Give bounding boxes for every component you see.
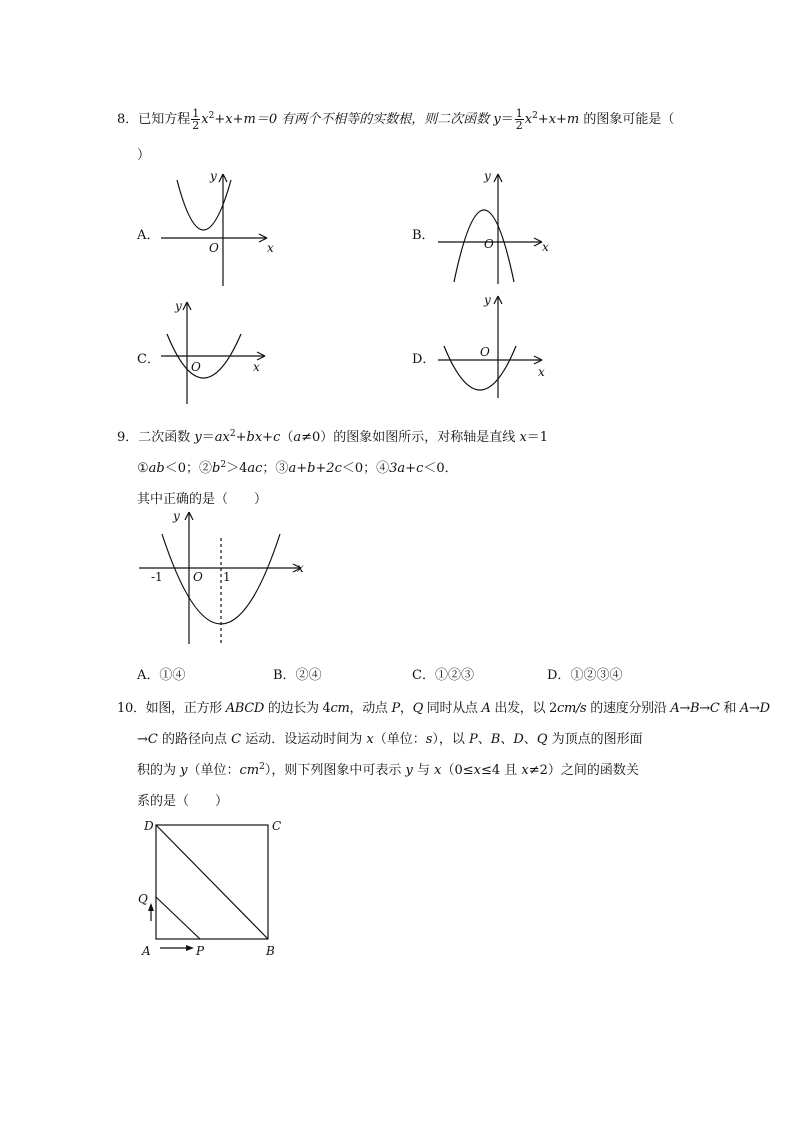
q10-l1o: → [679,701,690,716]
q10-l3g: 与 [412,763,435,778]
q10-l2n: D [513,732,524,747]
q9-answer-d [547,664,622,683]
q10-l3d: cm [239,763,260,778]
q8-option-c-graph [155,296,285,411]
q8-b-origin-label: O [484,237,494,251]
q9-prompt: 其中正确的是（ ） [137,492,268,507]
q10-line4: 系的是（ ） [137,794,229,809]
q9-text-2: y [194,430,202,445]
q9-text-6: （ [280,430,294,445]
q10-l2d: C [231,732,242,747]
q10-l2o: 、 [523,732,537,747]
q9-tick-neg1: -1 [151,570,163,584]
q10-l2c: 的路径向点 [157,732,232,747]
q9-statement-1: ab [148,461,165,476]
q10-l1t: A [739,701,749,716]
q9-answer-a-label: A． [137,668,160,683]
q10-l1e: ，动点 [349,701,392,716]
q8-b-y-label: y [484,169,491,183]
q9-text-10: ＝1 [526,430,549,445]
q8-text-6: x [524,112,533,127]
q8-d-y-label: y [484,293,491,307]
q8-option-d-graph [432,290,572,405]
q9-y-label: y [173,509,180,523]
q10-l3k: ≤4 且 [480,763,522,778]
q8-fraction-den: 2 [192,119,200,132]
q9-answer-d-label: D． [547,668,571,683]
q8-fraction2-num: 1 [515,107,523,120]
q10-l2e: 运动．设运动时间为 [241,732,367,747]
q10-l2m: 、 [500,732,514,747]
q10-l2j: P [469,732,478,747]
q10-l1u: → [748,701,760,716]
q10-l3h: x [434,763,442,778]
q9-text-9: x [519,430,527,445]
q8-text-3: +x+m＝0 有两个不相等的实数根，则二次函数 [214,112,494,127]
q9-x-label: x [297,561,304,575]
q8-sup-1: 2 [208,111,215,121]
q8-option-b-label: B． [412,228,435,243]
q10-diagonal-db [156,825,268,939]
q9-statement-2-rest: ＞4 [226,461,248,476]
q8-a-x-label: x [267,241,274,255]
q8-c-origin-label: O [191,360,201,374]
q10-line2 [137,728,643,747]
q10-l2g: （单位： [373,732,426,747]
q9-statement-2-end: ； [262,461,276,476]
q8-fraction-2 [515,108,524,131]
q10-l1v: D [759,701,770,716]
q10-line1 [117,697,770,716]
q10-l3e: ），则下列图象中可表示 [264,763,406,778]
q8-a-origin-label: O [209,241,219,255]
q9-statement-1-rest: ＜0； [164,461,200,476]
q10-l3d-sup: 2 [259,762,265,772]
q10-l3b: y [180,763,188,778]
q9-statement-4-rest: ＜0． [423,461,458,476]
q8-a-y-label: y [210,169,217,183]
q9-line1 [117,426,548,445]
q10-label-c: C [272,819,282,833]
q10-segment-qp [156,897,200,939]
q10-l1m: 的速度分别沿 [586,701,671,716]
q9-answer-b [273,664,322,683]
q9-statement-3-mark: ③ [275,461,289,476]
q10-l2l: B [490,732,501,747]
q10-l1q: → [699,701,710,716]
q9-answer-d-value: ①②③④ [570,668,623,683]
q8-line1 [117,108,674,131]
q10-l2q: 为顶点的图形面 [547,732,643,747]
q10-l1g: ， [399,701,413,716]
q10-label-b: B [266,944,275,958]
q9-answer-b-value: ②④ [295,668,322,683]
q8-c-y-label: y [175,299,182,313]
q9-text-8: ≠0）的图象如图所示，对称轴是直线 [301,430,520,445]
q9-answer-c [412,664,474,683]
q10-l1j: A [481,701,491,716]
q9-statements [137,457,458,476]
q9-statement-2-ac: ac [247,461,263,476]
q8-number: 8． [117,112,139,127]
q9-text-7: a [293,430,302,445]
q8-b-x-label: x [542,240,549,254]
q10-l2h: s [425,732,433,747]
q8-c-x-label: x [253,360,260,374]
q8-option-d-label: D． [412,352,436,367]
q9-origin-label: O [193,570,203,584]
q8-option-a-label: A． [137,228,160,243]
q10-l2i: ），以 [432,732,470,747]
q10-l3a: 积的为 [137,763,181,778]
q10-l3m: ≠2）之间的函数关 [528,763,639,778]
q8-text-8: 的图象可能是（ [579,112,675,127]
q10-l1p: B [690,701,700,716]
q10-label-a: A [142,944,151,958]
q8-option-b-graph [432,168,572,293]
q10-l1k: 出发，以 2 [490,701,557,716]
q9-statement-2-mark: ② [199,461,213,476]
q10-number: 10． [117,701,146,716]
q10-l2a: → [137,732,148,747]
q10-line3 [137,759,639,778]
q9-text-5: +bx+c [235,430,281,445]
q9-text-3: ＝ [201,430,215,445]
q8-text-7: +x+m [537,112,580,127]
q10-l1n: A [670,701,680,716]
q9-answer-a-value: ①④ [159,668,186,683]
q8-d-x-label: x [538,365,545,379]
q8-sup-2: 2 [532,111,538,121]
q9-statement-4: 3a+c [389,461,424,476]
q10-l1s: 和 [719,701,740,716]
q9-answer-a [137,664,185,683]
q10-square-figure [138,815,298,965]
q9-answer-b-label: B． [273,668,296,683]
q8-option-a-graph [155,168,285,293]
q8-text-1: 已知方程 [138,112,191,127]
q10-label-d: D [144,819,154,833]
q10-l1a: 如图，正方形 [145,701,226,716]
q9-graph [135,508,315,653]
q9-sup-1: 2 [229,429,236,439]
q10-l1d: cm [330,701,350,716]
q9-text-1: 二次函数 [138,430,195,445]
q9-statement-3-rest: ＜0； [341,461,377,476]
q8-text-5: ＝ [500,112,514,127]
q8-fraction2-den: 2 [515,119,523,132]
q10-l1r: C [709,701,720,716]
q9-statement-3: a+b+2c [288,461,342,476]
q10-l2f: x [366,732,374,747]
q10-l1c: 的边长为 4 [264,701,331,716]
q10-arrow-right-head [186,945,194,951]
q9-statement-2-sup: 2 [220,460,227,470]
q9-answer-c-value: ①②③ [434,668,474,683]
q9-answer-c-label: C． [412,668,435,683]
q8-fraction-1 [191,108,200,131]
q10-label-q: Q [138,892,148,906]
q10-l1h: Q [412,701,423,716]
q9-statement-2: b [212,461,221,476]
q10-l1l: cm/s [556,701,587,716]
q9-number: 9． [117,430,139,445]
q10-l3i: （0≤ [441,763,474,778]
q10-l2k: 、 [477,732,491,747]
q8-option-c-label: C． [137,352,160,367]
q10-l3j: x [473,763,481,778]
q10-label-p: P [196,944,205,958]
q10-l1i: 同时从点 [422,701,482,716]
q9-tick-1: 1 [223,570,231,584]
q10-l3l: x [521,763,529,778]
q9-text-4: ax [214,430,230,445]
q8-line2: ） [137,148,151,163]
q10-l1f: P [391,701,400,716]
q10-l2p: Q [536,732,548,747]
q8-d-origin-label: O [480,345,490,359]
q8-fraction-num: 1 [192,107,200,120]
q8-text-2: x [201,112,209,127]
q8-text-4: y [493,112,501,127]
q10-l3f: y [405,763,413,778]
q9-statement-4-mark: ④ [376,461,390,476]
q10-l2b: C [147,732,158,747]
q10-l3c: （单位： [187,763,240,778]
q10-l1b: ABCD [225,701,265,716]
q9-statement-1-mark: ① [137,461,149,476]
q10-arrow-up-head [148,903,154,911]
